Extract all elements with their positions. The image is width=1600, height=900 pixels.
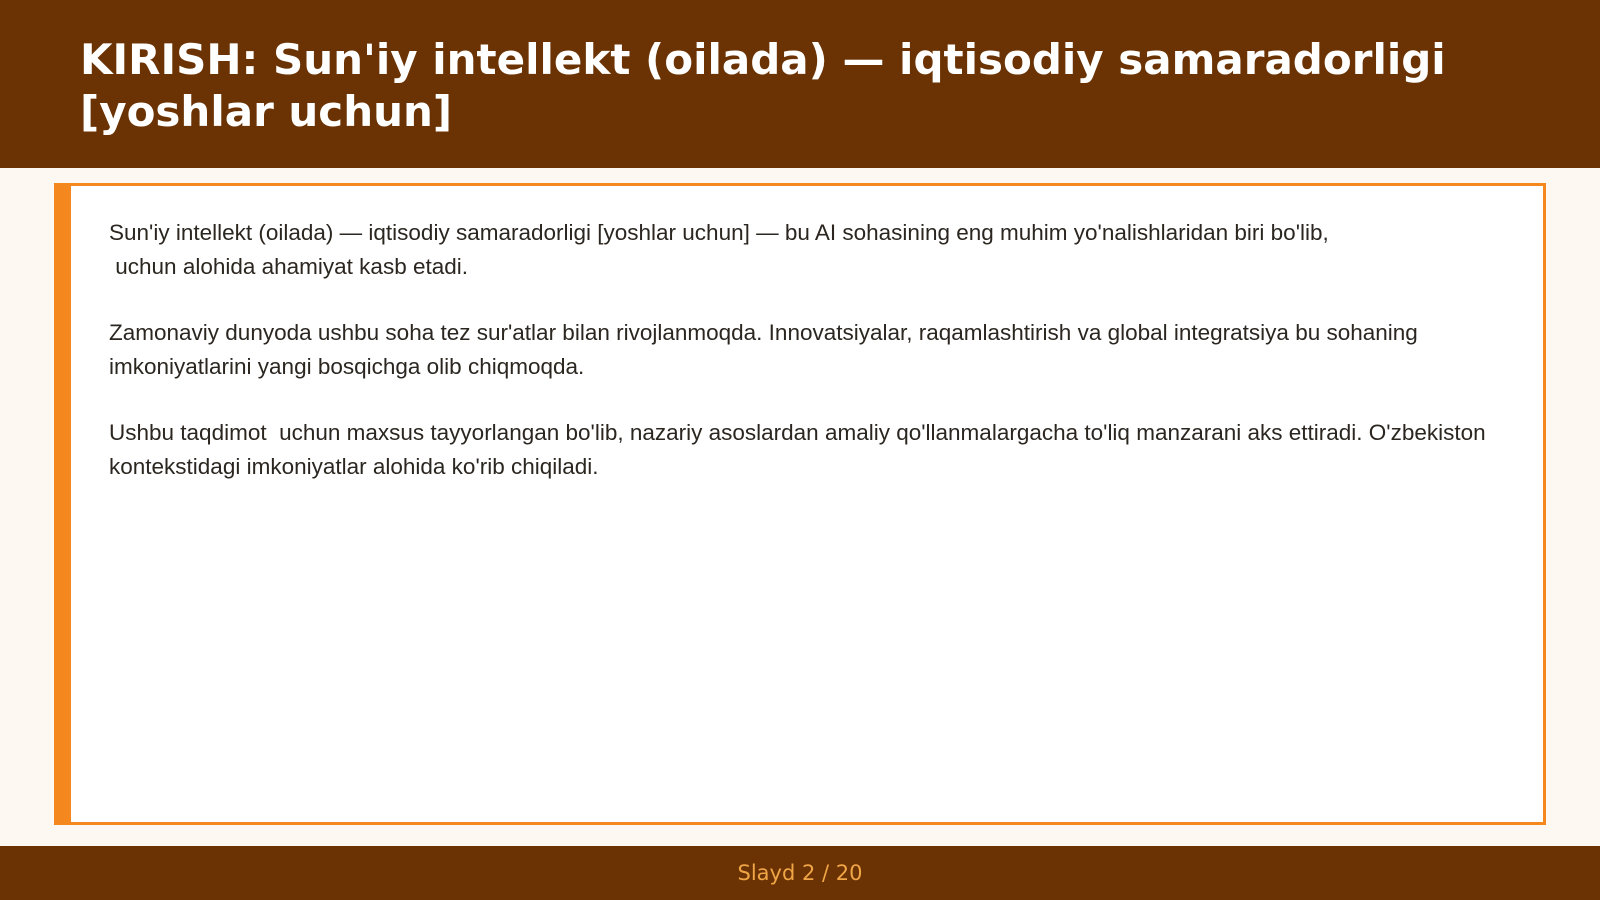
slide-header — [0, 0, 1600, 168]
slide-counter: Slayd 2 / 20 — [737, 860, 863, 885]
body-paragraph-2: Zamonaviy dunyoda ushbu soha tez sur'atlar bilan rivojlanmoqda. Innovatsiyalar, raqamlashtirish va global integratsiya bu sohaning imkoniyatlarini yangi bosqichga olib chiqmoqda. — [109, 320, 1425, 379]
body-paragraph-1: Sun'iy intellekt (oilada) — iqtisodiy samaradorligi [yoshlar uchun] — bu AI sohasining eng muhim yo'nalishlaridan biri bo'lib, uchun alohida ahamiyat kasb etadi. — [109, 220, 1329, 279]
content-card — [54, 183, 1546, 825]
slide-title: KIRISH: Sun'iy intellekt (oilada) — iqtisodiy samaradorligi [yoshlar uchun] — [80, 35, 1446, 136]
slide-footer — [0, 846, 1600, 900]
slide-body — [109, 216, 1509, 516]
body-paragraph-3: Ushbu taqdimot uchun maxsus tayyorlangan bo'lib, nazariy asoslardan amaliy qo'llanmalargacha to'liq manzarani aks ettiradi. O'zbekiston kontekstidagi imkoniyatlar alohida ko'rib chiqiladi. — [109, 420, 1492, 479]
